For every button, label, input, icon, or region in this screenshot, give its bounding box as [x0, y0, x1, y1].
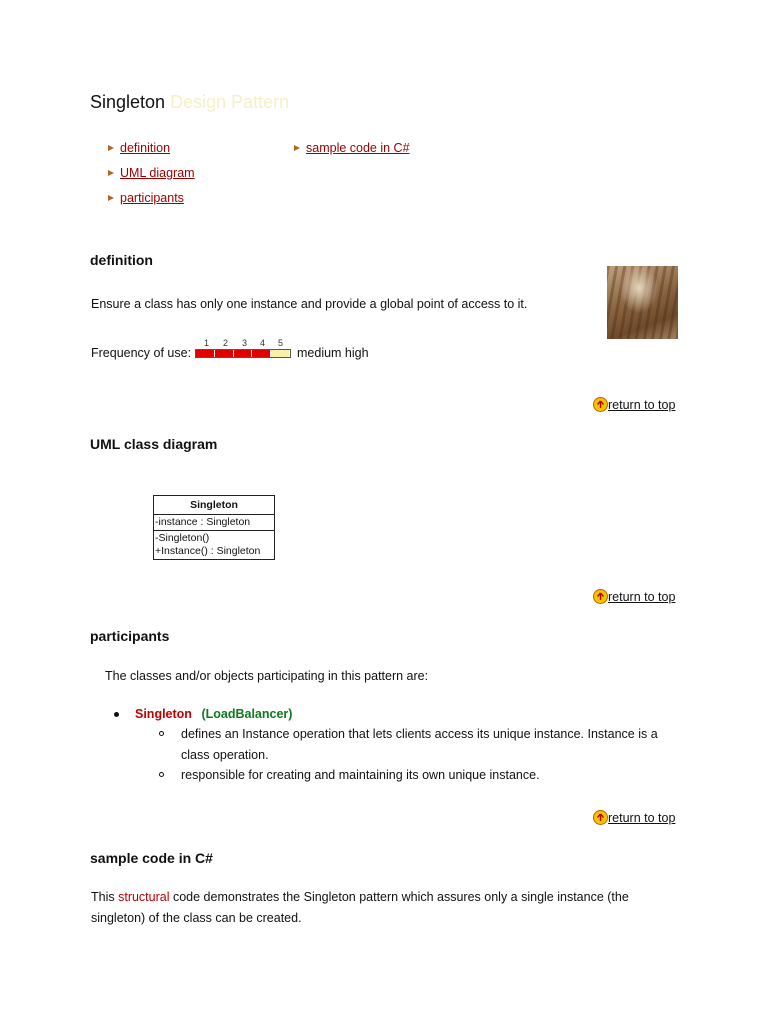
up-arrow-icon [593, 397, 608, 412]
uml-operation: -Singleton() [155, 532, 210, 544]
sample-text-highlight: structural [118, 890, 170, 904]
page-title-suffix: Design Pattern [170, 92, 290, 112]
sample-text-rest: code demonstrates the Singleton pattern which assures only a single instance (the [169, 890, 629, 904]
sub-bullet-icon [159, 772, 164, 777]
participants-heading: participants [90, 628, 170, 644]
triangle-bullet-icon [108, 195, 114, 201]
sample-code-heading: sample code in C# [90, 850, 213, 866]
up-arrow-icon [593, 810, 608, 825]
sample-text-prefix: This [91, 890, 119, 904]
return-to-top-label[interactable]: return to top [608, 810, 676, 825]
frequency-scale-1: 1 [204, 338, 210, 348]
frequency-meter-empty-segment [271, 350, 290, 357]
toc-item-definition[interactable] [108, 141, 170, 155]
section-photo [607, 266, 678, 339]
triangle-bullet-icon [294, 145, 300, 151]
uml-operations [154, 530, 274, 559]
frequency-label: Frequency of use: [91, 346, 192, 360]
frequency-meter-filled-segment [234, 350, 253, 357]
definition-heading: definition [90, 252, 153, 268]
frequency-meter-filled-segment [215, 350, 234, 357]
participant-detail-continued: class operation. [181, 748, 269, 762]
list-bullet-icon [114, 712, 119, 717]
definition-text: Ensure a class has only one instance and provide a global point of access to it. [91, 297, 528, 311]
triangle-bullet-icon [108, 145, 114, 151]
participant-detail: defines an Instance operation that lets clients access its unique instance. Instance is a [181, 727, 658, 741]
uml-class-box [153, 495, 275, 560]
sub-bullet-icon [159, 731, 164, 736]
toc-link-sample-code[interactable]: sample code in C# [306, 141, 410, 155]
sample-code-text-line1 [91, 890, 629, 904]
participant-name: Singleton [135, 707, 192, 721]
frequency-level: medium high [297, 346, 369, 360]
return-to-top-label[interactable]: return to top [608, 397, 676, 412]
return-to-top-link[interactable] [593, 589, 675, 604]
participant-detail: responsible for creating and maintaining its own unique instance. [181, 768, 540, 782]
frequency-scale-3: 3 [242, 338, 248, 348]
return-to-top-label[interactable]: return to top [608, 589, 676, 604]
triangle-bullet-icon [108, 170, 114, 176]
frequency-scale-2: 2 [223, 338, 229, 348]
toc-item-sample-code[interactable] [294, 141, 410, 155]
toc-link-definition[interactable]: definition [120, 141, 171, 155]
toc-item-participants[interactable] [108, 191, 184, 205]
frequency-scale-5: 5 [278, 338, 284, 348]
toc-item-uml-diagram[interactable] [108, 166, 195, 180]
toc-link-participants[interactable]: participants [120, 191, 184, 205]
frequency-meter-filled-segment [252, 350, 271, 357]
uml-operation: +Instance() : Singleton [155, 545, 261, 557]
page-title-main: Singleton [90, 92, 166, 112]
up-arrow-icon [593, 589, 608, 604]
sample-code-text-line2: singleton) of the class can be created. [91, 911, 302, 925]
page-title [90, 92, 289, 113]
uml-heading: UML class diagram [90, 436, 218, 452]
frequency-scale-4: 4 [260, 338, 266, 348]
frequency-meter-filled-segment [196, 350, 215, 357]
participant-item [135, 707, 292, 721]
participant-role: (LoadBalancer) [201, 707, 293, 721]
uml-attribute: -instance : Singleton [155, 516, 251, 528]
participants-intro: The classes and/or objects participating in this pattern are: [105, 669, 429, 683]
uml-attributes [154, 514, 274, 530]
return-to-top-link[interactable] [593, 810, 675, 825]
toc-link-uml-diagram[interactable]: UML diagram [120, 166, 195, 180]
uml-class-name: Singleton [190, 499, 238, 511]
frequency-meter [195, 349, 291, 358]
return-to-top-link[interactable] [593, 397, 675, 412]
